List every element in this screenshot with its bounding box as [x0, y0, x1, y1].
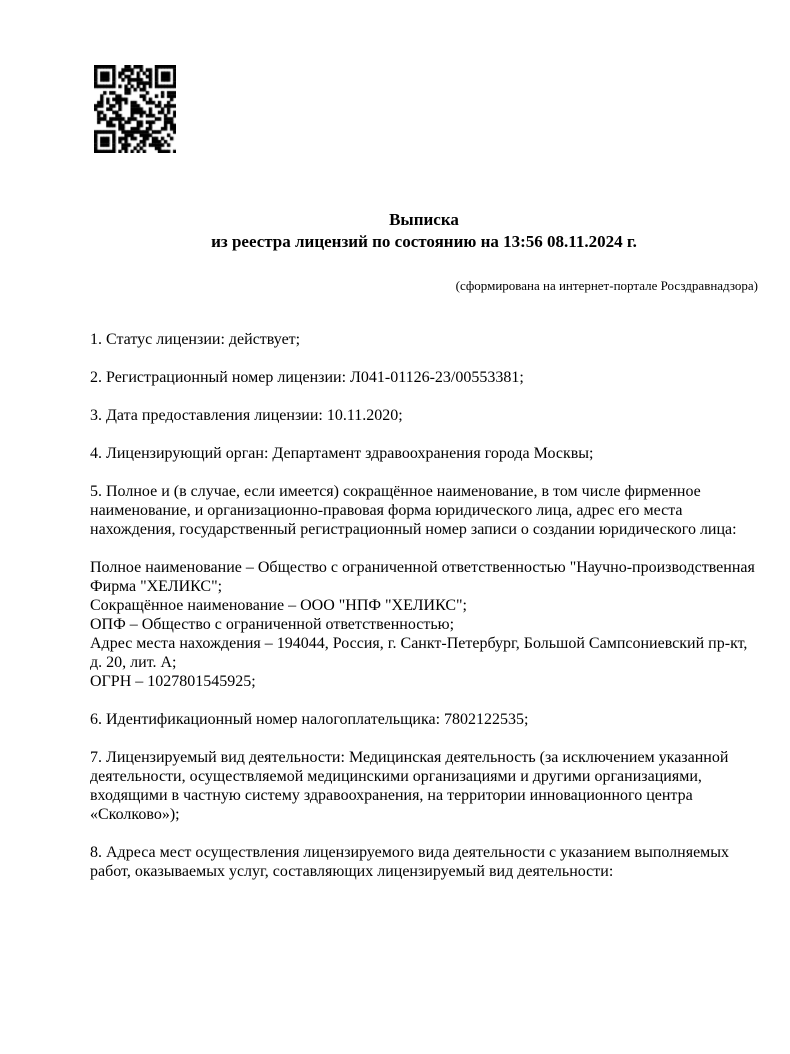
org-ogrn: ОГРН – 1027801545925;: [90, 673, 256, 690]
org-address: Адрес места нахождения – 194044, Россия, г. Санкт-Петербург, Большой Сампсониевский пр-кт, д. 20, лит. А;: [90, 635, 748, 671]
item-3-grant-date: 3. Дата предоставления лицензии: 10.11.2020;: [90, 407, 403, 424]
document-body: [90, 330, 758, 881]
item-8-activity-addresses: 8. Адреса мест осуществления лицензируемого вида деятельности с указанием выполняемых работ, оказываемых услуг, составляющих лицензируемый вид деятельности:: [90, 844, 730, 880]
org-short-name: Сокращённое наименование – ООО "НПФ "ХЕЛИКС";: [90, 597, 467, 614]
organization-details: [90, 558, 758, 691]
item-6-taxpayer-number: 6. Идентификационный номер налогоплательщика: 7802122535;: [90, 711, 529, 728]
title-line-2: из реестра лицензий по состоянию на 13:56 08.11.2024 г.: [211, 232, 637, 251]
item-2-registration-number: 2. Регистрационный номер лицензии: Л041-01126-23/00553381;: [90, 369, 524, 386]
item-7-licensed-activity: 7. Лицензируемый вид деятельности: Медицинская деятельность (за исключением указанной деятельности, осуществляемой медицинскими организациями и другими организациями, входящими в частную систему здравоохранения, на территории инновационного центра «Сколково»);: [90, 749, 729, 823]
document-subtitle: (сформирована на интернет-портале Росздравнадзора): [455, 278, 758, 293]
item-5-legal-entity-heading: 5. Полное и (в случае, если имеется) сокращённое наименование, в том числе фирменное наименование, и организационно-правовая форма юридического лица, адрес его места нахождения, государственный регистрационный номер записи о создании юридического лица:: [90, 483, 737, 538]
qr-code-icon: [94, 65, 176, 153]
item-1-license-status: 1. Статус лицензии: действует;: [90, 331, 301, 348]
item-4-licensing-authority: 4. Лицензирующий орган: Департамент здравоохранения города Москвы;: [90, 445, 594, 462]
title-line-1: Выписка: [389, 210, 459, 229]
org-legal-form: ОПФ – Общество с ограниченной ответственностью;: [90, 616, 455, 633]
document-title: [90, 209, 758, 253]
org-full-name: Полное наименование – Общество с ограниченной ответственностью "Научно-производственная Фирма "ХЕЛИКС";: [90, 559, 755, 595]
